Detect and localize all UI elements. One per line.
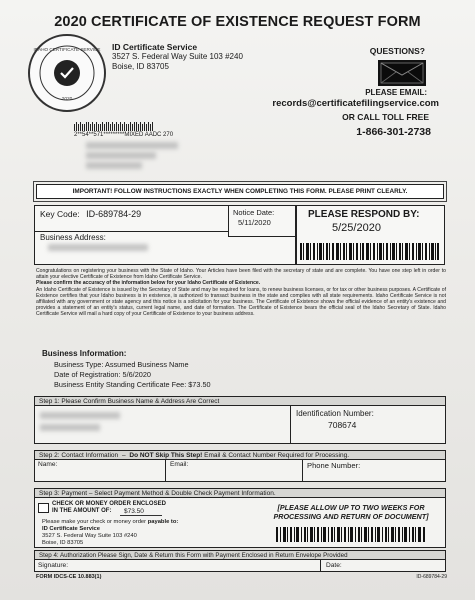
service-address-line1: 3527 S. Federal Way Suite 103 #240 — [112, 52, 243, 61]
please-email-label: PLEASE EMAIL: — [365, 88, 427, 97]
postal-barcode — [74, 122, 156, 131]
redacted-business-street — [40, 424, 100, 431]
respond-by-label: PLEASE RESPOND BY: — [308, 209, 420, 220]
redacted-recipient-address — [86, 152, 156, 159]
mail-routing-code: 2**54**571*********MIXED AADC 270 — [74, 132, 174, 138]
redacted-business-address — [48, 244, 148, 251]
certificate-fee: Business Entity Standing Certificate Fee: $73.50 — [54, 380, 211, 389]
step3-header: Step 3: Payment – Select Payment Method & Double Check Payment Information. — [34, 488, 446, 498]
step2-label: Step 2: Contact Information — [39, 452, 119, 459]
key-code — [40, 209, 141, 219]
body-text — [36, 268, 446, 318]
payable-to-label: payable to: — [147, 519, 179, 525]
step2-dash: – — [121, 452, 126, 459]
payee-address-line1: 3527 S. Federal Way Suite 103 #240 — [42, 533, 137, 539]
seal-logo — [28, 34, 106, 112]
key-box-divider — [34, 231, 228, 232]
check-option-line1: CHECK OR MONEY ORDER ENCLOSED — [52, 501, 166, 507]
registration-date: Date of Registration: 5/6/2020 — [54, 370, 151, 379]
body-paragraph-intro: Congratulations on registering your business with the State of Idaho. Your Articles have been filed with the secretary of state and are complete. You have one step left in order to attain your elective Certificate of Existence from Idaho Certificate Service. — [36, 268, 446, 281]
key-code-value: ID-689784-29 — [86, 209, 142, 219]
business-type: Business Type: Assumed Business Name — [54, 360, 189, 369]
step2-divider-1 — [165, 460, 166, 482]
step4-divider — [320, 560, 321, 572]
payable-line — [42, 519, 178, 526]
identification-number-value: 708674 — [328, 420, 357, 430]
amount-underline — [120, 515, 162, 516]
phone-number-field[interactable]: Phone Number: — [307, 461, 361, 470]
respond-barcode — [300, 243, 439, 260]
step2-warning: Do NOT Skip This Step! — [129, 452, 203, 459]
payment-barcode — [276, 527, 426, 542]
check-payment-option — [52, 501, 166, 515]
step1-divider — [290, 406, 291, 444]
check-option-line2: IN THE AMOUNT OF: — [52, 508, 112, 514]
payable-instructions — [42, 519, 178, 547]
respond-by-date: 5/25/2020 — [332, 222, 381, 234]
body-paragraph-details: An Idaho Certificate of Existence is issued by the Secretary of State and may be required for loans, to renew business licenses, or for tax or other business purposes. A Certificate of Existence certifies that your Idaho business is in existence, is authorized to transact business in the state and complies with all state requirements. Idaho Certificate Service is not affiliated with any government or state agency and this notice is a solicitation for your business. The Certificate of Existence shows the official evidence of an entity's existence and provides a statement of an entity's status, current legal name, and date of formation. The Certificate of Existence bears the official seal of the Idaho Secretary of State. Idaho Certificate Service will mail a hard copy of your Certificate of Existence to your business address. — [36, 286, 446, 318]
important-notice: IMPORTANT! FOLLOW INSTRUCTIONS EXACTLY WHEN COMPLETING THIS FORM. PLEASE PRINT CLEARLY. — [36, 184, 444, 199]
signature-field[interactable]: Signature: — [38, 562, 69, 569]
payee-name: ID Certificate Service — [42, 526, 100, 532]
check-amount: $73.50 — [124, 508, 144, 515]
date-field[interactable]: Date: — [326, 562, 342, 569]
toll-free-label: OR CALL TOLL FREE — [342, 112, 429, 122]
business-info-title: Business Information: — [42, 349, 127, 358]
contact-phone: 1-866-301-2738 — [356, 126, 431, 138]
step1-header: Step 1: Please Confirm Business Name & Address Are Correct — [34, 396, 446, 406]
form-number: FORM IDCS-CE 10.883(1) — [36, 574, 102, 580]
notice-date-value: 5/11/2020 — [238, 218, 271, 227]
business-address-label: Business Address: — [40, 233, 106, 242]
redacted-business-name — [40, 412, 120, 419]
step4-section — [34, 560, 446, 572]
svg-text:IDAHO CERTIFICATE SERVICE: IDAHO CERTIFICATE SERVICE — [33, 47, 101, 52]
step2-requirement: Email & Contact Number Required for Processing. — [204, 452, 350, 459]
email-field[interactable]: Email: — [170, 461, 189, 468]
payable-prefix: Please make your check or money order — [42, 519, 147, 525]
step2-divider-2 — [302, 460, 303, 482]
service-address-line2: Boise, ID 83705 — [112, 62, 169, 71]
body-paragraph-confirm: Please confirm the accuracy of the information below for your Idaho Certificate of Existence. — [36, 280, 261, 287]
name-field[interactable]: Name: — [38, 461, 58, 468]
service-name: ID Certificate Service — [112, 42, 198, 52]
redacted-recipient-name — [86, 142, 178, 149]
footer-key-code: ID-689784-29 — [416, 574, 447, 580]
step4-header: Step 4: Authorization Please Sign, Date & Return this Form with Payment Enclosed in Return Envelope Provided — [34, 550, 446, 560]
redacted-recipient-city — [86, 162, 142, 169]
form-title: 2020 CERTIFICATE OF EXISTENCE REQUEST FORM — [54, 14, 421, 30]
identification-number-label: Identification Number: — [296, 409, 374, 418]
step2-section — [34, 460, 446, 482]
payee-address-line2: Boise, ID 83705 — [42, 540, 84, 546]
check-payment-checkbox[interactable] — [38, 503, 49, 513]
contact-email: records@certificatefilingservice.com — [272, 98, 439, 109]
key-code-label: Key Code: — [40, 209, 80, 219]
processing-line1: [PLEASE ALLOW UP TO TWO WEEKS FOR — [277, 503, 425, 512]
processing-line2: PROCESSING AND RETURN OF DOCUMENT] — [273, 512, 429, 521]
envelope-icon — [378, 60, 426, 86]
svg-text:2020: 2020 — [61, 97, 73, 102]
questions-label: QUESTIONS? — [369, 46, 425, 56]
step2-header — [34, 450, 446, 460]
notice-date-label: Notice Date: — [233, 208, 275, 217]
service-address — [112, 42, 243, 72]
processing-time-notice — [256, 503, 446, 521]
